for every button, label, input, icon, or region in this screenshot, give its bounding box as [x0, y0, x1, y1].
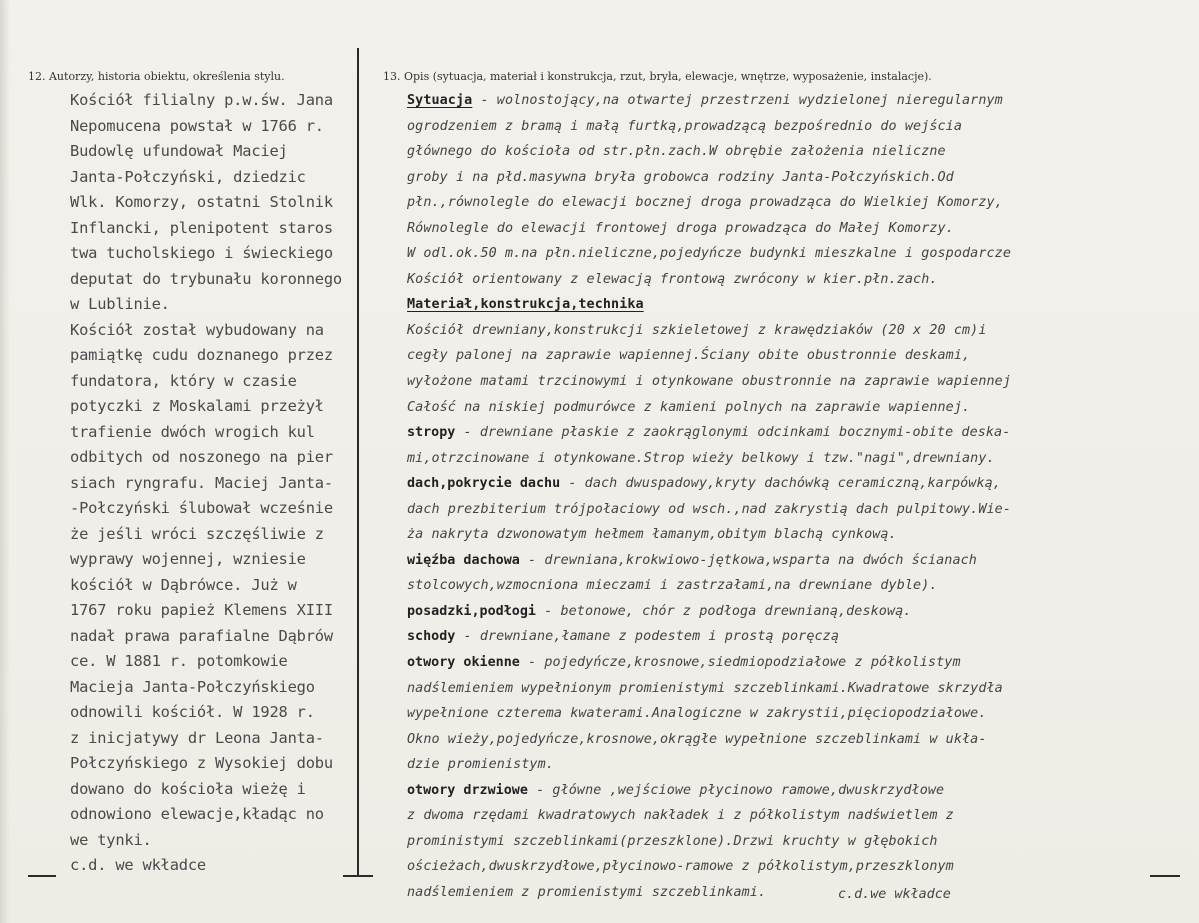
- description-text-line: [407, 292, 1011, 318]
- history-text-line: twa tucholskiego i świeckiego: [70, 244, 333, 262]
- description-text-line: [407, 854, 1011, 880]
- description-text-line: [407, 114, 1011, 140]
- history-text-line: c.d. we wkładce: [70, 856, 206, 874]
- history-text-line: trafienie dwóch wrogich kul: [70, 422, 315, 441]
- bottom-rule-middle: [343, 875, 373, 877]
- description-text-line: [407, 318, 1011, 344]
- description-text-line: [407, 701, 1011, 727]
- history-text-line: pamiątkę cudu doznanego przez: [70, 346, 333, 364]
- description-text: Kościół drewniany,konstrukcji szkieletowej z krawędziaków (20 x 20 cm)i: [407, 322, 987, 338]
- description-text: płn.,równolegle do elewacji bocznej droga prowadząca do Wielkiej Komorzy,: [407, 195, 1003, 211]
- history-text-line: Kościół został wybudowany na: [70, 320, 324, 339]
- history-text-line: fundatora, który w czasie: [70, 371, 297, 390]
- description-text: wyłożone matami trzcinowymi i otynkowane obustronnie na zaprawie wapiennej: [407, 374, 1011, 390]
- description-text: - pojedyńcze,krosnowe,siedmiopodziałowe z półkolistym: [519, 655, 961, 671]
- description-text: z dwoma rzędami kwadratowych nakładek i z półkolistym nadświetlem z: [407, 808, 954, 824]
- description-text-line: [407, 446, 1011, 472]
- section-13-header: 13. Opis (sytuacja, materiał i konstrukcja, rzut, bryła, elewacje, wnętrze, wyposażenie, instalacje).: [383, 70, 932, 83]
- description-text-column: [407, 88, 1011, 906]
- description-text: Okno wieży,pojedyńcze,krosnowe,okrągłe wypełnione szczeblinkami w ukła-: [407, 731, 987, 747]
- description-text: Całość na niskiej podmurówce z kamieni polnych na zaprawie wapiennej.: [407, 399, 971, 415]
- description-text-line: [407, 573, 1011, 599]
- history-text-line: nadał prawa parafialne Dąbrów: [70, 626, 333, 645]
- description-text: - dach dwuspadowy,kryty dachówką ceramiczną,karpówką,: [560, 476, 1001, 492]
- section-heading: Sytuacja: [407, 93, 473, 108]
- description-text: - drewniane płaskie z zaokrąglonymi odcinkami bocznymi-obite deska-: [455, 425, 1011, 441]
- bottom-rule-left: [28, 875, 56, 877]
- history-text-line: Kościół filialny p.w.św. Jana: [70, 91, 333, 109]
- description-text: ża nakryta dzwonowatym hełmem łamanym,obitym blachą cynkową.: [407, 527, 897, 543]
- description-text: dach prezbiterium trójpołaciowy od wsch.,nad zakrystią dach pulpitowy.Wie-: [407, 501, 1011, 517]
- description-text-line: [407, 395, 1011, 421]
- history-text-line: -Połczyński ślubował wcześnie: [70, 499, 333, 517]
- history-text-column: [70, 88, 342, 879]
- history-text-line: wyprawy wojennej, wzniesie: [70, 550, 306, 568]
- description-text: Kościół orientowany z elewacją frontową zwrócony w kier.płn.zach.: [407, 271, 938, 287]
- description-text-line: [407, 216, 1011, 242]
- description-text: proministymi szczeblinkami(przeszklone).Drzwi kruchty w głębokich: [407, 833, 938, 849]
- description-text: wypełnione czterema kwaterami.Analogiczne w zakrystii,pięciopodziałowe.: [407, 706, 987, 722]
- history-text-line: z inicjatywy dr Leona Janta-: [70, 728, 324, 747]
- section-term: posadzki,podłogi: [407, 603, 536, 619]
- history-text-line: Połczyńskiego z Wysokiej dobu: [70, 754, 333, 772]
- description-text: ogrodzeniem z bramą i małą furtką,prowadzącą bezpośrednio do wejścia: [407, 118, 963, 134]
- history-text-line: dowano do kościoła wieżę i: [70, 779, 306, 798]
- page-edge-shadow: [0, 0, 10, 923]
- history-text-line: we tynki.: [70, 830, 152, 849]
- description-text: - drewniane,łamane z podestem i prostą poręczą: [455, 629, 839, 645]
- history-text-line: Janta-Połczyński, dziedzic: [70, 167, 306, 186]
- description-text-line: [407, 829, 1011, 855]
- description-text-line: [407, 624, 1011, 650]
- description-text: głównego do kościoła od str.płn.zach.W obrębie założenia nieliczne: [407, 144, 946, 160]
- history-text-line: potyczki z Moskalami przeżył: [70, 397, 324, 415]
- history-text-line: deputat do trybunału koronnego: [70, 269, 342, 288]
- description-text: ościeżach,dwuskrzydłowe,płycinowo-ramowe z półkolistym,przeszklonym: [407, 859, 954, 875]
- description-text-line: [407, 343, 1011, 369]
- history-text-line: Inflancki, plenipotent staros: [70, 218, 333, 237]
- description-text-line: [407, 165, 1011, 191]
- description-text-line: [407, 752, 1011, 778]
- section-term: więźba dachowa: [407, 552, 520, 568]
- description-text: - wolnostojący,na otwartej przestrzeni wydzielonej nieregularnym: [472, 93, 1003, 108]
- description-text: nadślemieniem wypełnionym promienistymi szczeblinkami.Kwadratowe skrzydła: [407, 680, 1003, 696]
- description-text-line: [407, 267, 1011, 293]
- description-text: nadślemieniem z promienistymi szczeblinkami.: [407, 884, 767, 900]
- description-text-line: [407, 241, 1011, 267]
- description-text-line: [407, 803, 1011, 829]
- description-text: groby i na płd.masywna bryła grobowca rodziny Janta-Połczyńskich.Od: [407, 169, 954, 185]
- history-text-line: 1767 roku papież Klemens XIII: [70, 601, 333, 619]
- description-text-line: [407, 420, 1011, 446]
- section-term: otwory drzwiowe: [407, 782, 528, 798]
- description-text: stolcowych,wzmocniona mieczami i zastrzałami,na drewniane dyble).: [407, 578, 938, 594]
- history-text-line: Budowlę ufundował Maciej: [70, 142, 288, 160]
- history-text-line: kościół w Dąbrówce. Już w: [70, 575, 297, 594]
- continuation-note: c.d.we wkładce: [838, 887, 951, 902]
- description-text: dzie promienistym.: [407, 757, 554, 773]
- description-text-line: [407, 599, 1011, 625]
- description-text-line: [407, 676, 1011, 702]
- description-text-line: [407, 471, 1011, 497]
- description-text-line: [407, 778, 1011, 804]
- description-text: - główne ,wejściowe płycinowo ramowe,dwuskrzydłowe: [527, 782, 945, 798]
- description-text-line: [407, 190, 1011, 216]
- bottom-rule-right: [1150, 875, 1180, 877]
- description-text: cegły palonej na zaprawie wapiennej.Ściany obite obustronnie deskami,: [407, 348, 971, 364]
- description-text-line: [407, 650, 1011, 676]
- description-text: W odl.ok.50 m.na płn.nieliczne,pojedyńcze budynki mieszkalne i gospodarcze: [407, 246, 1011, 262]
- description-text-line: [407, 727, 1011, 753]
- section-12-header: 12. Autorzy, historia obiektu, określenia stylu.: [28, 70, 285, 83]
- history-text-line: odnowiono elewacje,kładąc no: [70, 805, 324, 823]
- column-divider: [357, 48, 359, 876]
- description-text-line: [407, 548, 1011, 574]
- description-text: - drewniana,krokwiowo-jętkowa,wsparta na dwóch ścianach: [519, 552, 977, 568]
- section-term: dach,pokrycie dachu: [407, 476, 561, 492]
- description-text: Równolegle do elewacji frontowej droga prowadząca do Małej Komorzy.: [407, 220, 954, 236]
- history-text-line: Macieja Janta-Połczyńskiego: [70, 677, 315, 696]
- description-text: - betonowe, chór z podłoga drewnianą,deskową.: [536, 603, 912, 619]
- description-text-line: [407, 139, 1011, 165]
- description-text: mi,otrzcinowane i otynkowane.Strop wieży belkowy i tzw."nagi",drewniany.: [407, 450, 995, 466]
- description-text-line: [407, 497, 1011, 523]
- section-term: otwory okienne: [407, 655, 520, 671]
- description-text-line: [407, 369, 1011, 395]
- description-text-line: [407, 88, 1011, 114]
- history-text-line: odnowili kościół. W 1928 r.: [70, 703, 315, 721]
- history-text-line: że jeśli wróci szczęśliwie z: [70, 524, 324, 543]
- section-term: stropy: [407, 425, 456, 441]
- history-text-line: Nepomucena powstał w 1766 r.: [70, 116, 324, 135]
- section-term: schody: [407, 629, 456, 645]
- section-heading: Materiał,konstrukcja,technika: [407, 297, 644, 313]
- history-text-line: siach ryngrafu. Maciej Janta-: [70, 473, 333, 492]
- history-text-line: w Lublinie.: [70, 295, 170, 313]
- history-text-line: ce. W 1881 r. potomkowie: [70, 652, 288, 670]
- description-text-line: [407, 522, 1011, 548]
- history-text-line: odbitych od noszonego na pier: [70, 448, 333, 466]
- history-text-line: Wlk. Komorzy, ostatni Stolnik: [70, 193, 333, 211]
